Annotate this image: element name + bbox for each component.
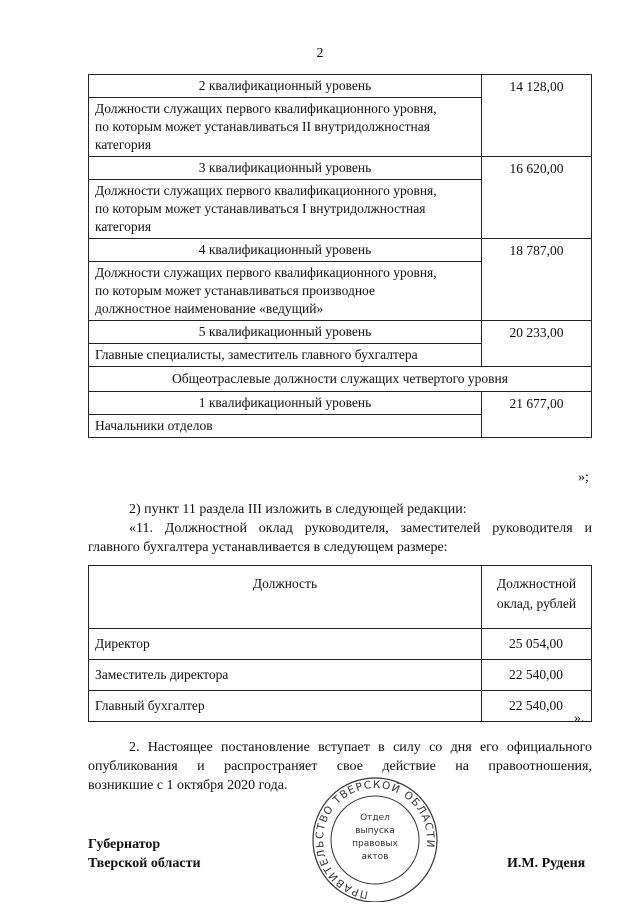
final-paragraph-line: опубликования и распространяет свое действие на правоотношения,	[88, 759, 592, 774]
end-mark: »;	[578, 470, 589, 485]
salary-table	[88, 565, 592, 722]
stamp-inner-line: выпуска	[355, 826, 395, 836]
position-name: Директор	[89, 629, 482, 660]
salary-amount: 22 540,00	[482, 660, 592, 691]
header-salary-line: Должностной	[496, 576, 577, 591]
description-line: Начальники отделов	[95, 418, 213, 433]
position-name: Заместитель директора	[89, 660, 482, 691]
signature-title: Тверской области	[88, 856, 201, 871]
position-name: Главный бухгалтер	[89, 691, 482, 722]
qualification-level: 5 квалификационный уровень	[89, 321, 482, 344]
description-line: Должности служащих первого квалификационного уровня,	[95, 101, 437, 116]
salary-value: 20 233,00	[482, 321, 592, 367]
official-stamp	[300, 774, 450, 902]
position-description	[89, 98, 482, 157]
header-salary-line: оклад, рублей	[496, 596, 577, 611]
salary-value: 14 128,00	[482, 75, 592, 157]
description-line: категория	[95, 219, 152, 234]
page-number: 2	[316, 46, 324, 61]
group-header: Общеотраслевые должности служащих четвертого уровня	[89, 367, 592, 392]
position-description	[89, 415, 482, 438]
table-row	[89, 691, 592, 722]
qualification-level: 1 квалификационный уровень	[89, 392, 482, 415]
final-paragraph-line: 2. Настоящее постановление вступает в силу со дня его официального	[129, 740, 592, 755]
description-line: по которым может устанавливаться I внутридолжностная	[95, 201, 426, 216]
description-line: по которым может устанавливаться II внутридолжностная	[95, 119, 430, 134]
description-line: Должности служащих первого квалификационного уровня,	[95, 183, 437, 198]
qualification-table	[88, 74, 592, 438]
qualification-level: 3 квалификационный уровень	[89, 157, 482, 180]
column-header-salary	[482, 566, 592, 629]
stamp-inner-line: Отдел	[360, 813, 390, 823]
salary-value: 21 677,00	[482, 392, 592, 438]
description-line: по которым может устанавливаться производное	[95, 283, 375, 298]
description-line: Главные специалисты, заместитель главного бухгалтера	[95, 347, 418, 362]
description-line: категория	[95, 137, 152, 152]
stamp-inner-line: актов	[361, 852, 389, 862]
table-row	[89, 629, 592, 660]
description-line: должностное наименование «ведущий»	[95, 301, 324, 316]
salary-amount: 25 054,00	[482, 629, 592, 660]
position-description	[89, 344, 482, 367]
stamp-inner-line: правовых	[352, 839, 398, 849]
final-paragraph-line: возникшие с 1 октября 2020 года.	[88, 778, 288, 793]
salary-amount: 22 540,00	[482, 691, 592, 722]
salary-value: 16 620,00	[482, 157, 592, 239]
description-line: Должности служащих первого квалификационного уровня,	[95, 265, 437, 280]
signature-name: И.М. Руденя	[507, 856, 586, 871]
qualification-level: 2 квалификационный уровень	[89, 75, 482, 98]
stamp-ring-text: ПРАВИТЕЛЬСТВО ТВЕРСКОЙ ОБЛАСТИ	[313, 778, 437, 901]
quote-paragraph-line: главного бухгалтера устанавливается в следующем размере:	[88, 540, 448, 555]
position-description	[89, 262, 482, 321]
signature-title: Губернатор	[88, 837, 161, 852]
column-header-position: Должность	[89, 566, 482, 629]
position-description	[89, 180, 482, 239]
qualification-level: 4 квалификационный уровень	[89, 239, 482, 262]
quote-paragraph-line: «11. Должностной оклад руководителя, заместителей руководителя и	[129, 521, 592, 536]
table-row	[89, 660, 592, 691]
end-mark: ».	[574, 711, 585, 726]
salary-value: 18 787,00	[482, 239, 592, 321]
paragraph-point-11: 2) пункт 11 раздела III изложить в следующей редакции:	[129, 502, 467, 517]
